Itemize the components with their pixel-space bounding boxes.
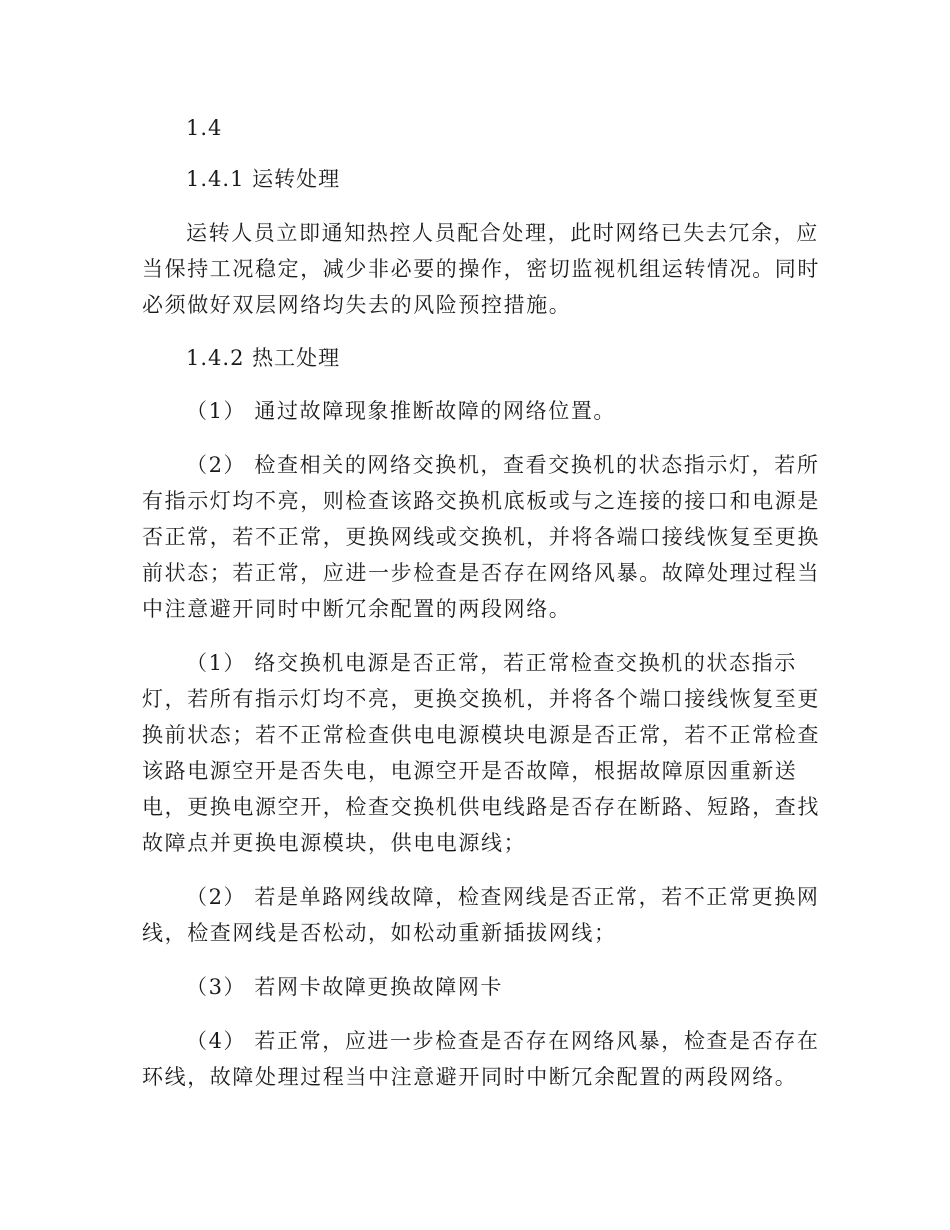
subsection-2-heading: 1.4.2 热工处理: [186, 346, 341, 370]
paragraph-line: 有指示灯均不亮，则检查该路交换机底板或与之连接的接口和电源是: [142, 489, 820, 513]
paragraph-line: 环线，故障处理过程当中注意避开同时中断冗余配置的两段网络。: [142, 1065, 798, 1089]
paragraph-line: 故障点并更换电源模块，供电电源线；: [142, 831, 527, 855]
paragraph-line: （3） 若网卡故障更换故障网卡: [186, 975, 504, 999]
paragraph-line: （2） 检查相关的网络交换机，查看交换机的状态指示灯，若所: [186, 453, 820, 477]
subsection-1-heading: 1.4.1 运转处理: [186, 167, 341, 191]
paragraph-line: 电，更换电源空开，检查交换机供电线路是否存在断路、短路，查找: [142, 795, 820, 819]
paragraph-line: 线，检查网线是否松动，如松动重新插拔网线；: [142, 921, 617, 945]
paragraph-line: 换前状态；若不正常检查供电电源模块电源是否正常，若不正常检查: [142, 723, 820, 747]
paragraph-line: 灯，若所有指示灯均不亮，更换交换机，并将各个端口接线恢复至更: [142, 687, 820, 711]
paragraph-line: 该路电源空开是否失电，电源空开是否故障，根据故障原因重新送: [142, 759, 798, 783]
paragraph-line: （1） 通过故障现象推断故障的网络位置。: [186, 399, 617, 423]
paragraph-line: （4） 若正常，应进一步检查是否存在网络风暴，检查是否存在: [186, 1029, 820, 1053]
paragraph-line: （1） 络交换机电源是否正常，若正常检查交换机的状态指示: [186, 651, 797, 675]
paragraph-line: 前状态；若正常，应进一步检查是否存在网络风暴。故障处理过程当: [142, 561, 820, 585]
section-number: 1.4: [186, 116, 223, 140]
paragraph-line: （2） 若是单路网线故障，检查网线是否正常，若不正常更换网: [186, 885, 820, 909]
paragraph-line: 中注意避开同时中断冗余配置的两段网络。: [142, 597, 572, 621]
paragraph-line: 运转人员立即通知热控人员配合处理，此时网络已失去冗余，应: [186, 221, 819, 245]
paragraph-line: 否正常，若不正常，更换网线或交换机，并将各端口接线恢复至更换: [142, 525, 820, 549]
paragraph-line: 必须做好双层网络均失去的风险预控措施。: [142, 293, 572, 317]
paragraph-line: 当保持工况稳定，减少非必要的操作，密切监视机组运转情况。同时: [142, 257, 820, 281]
